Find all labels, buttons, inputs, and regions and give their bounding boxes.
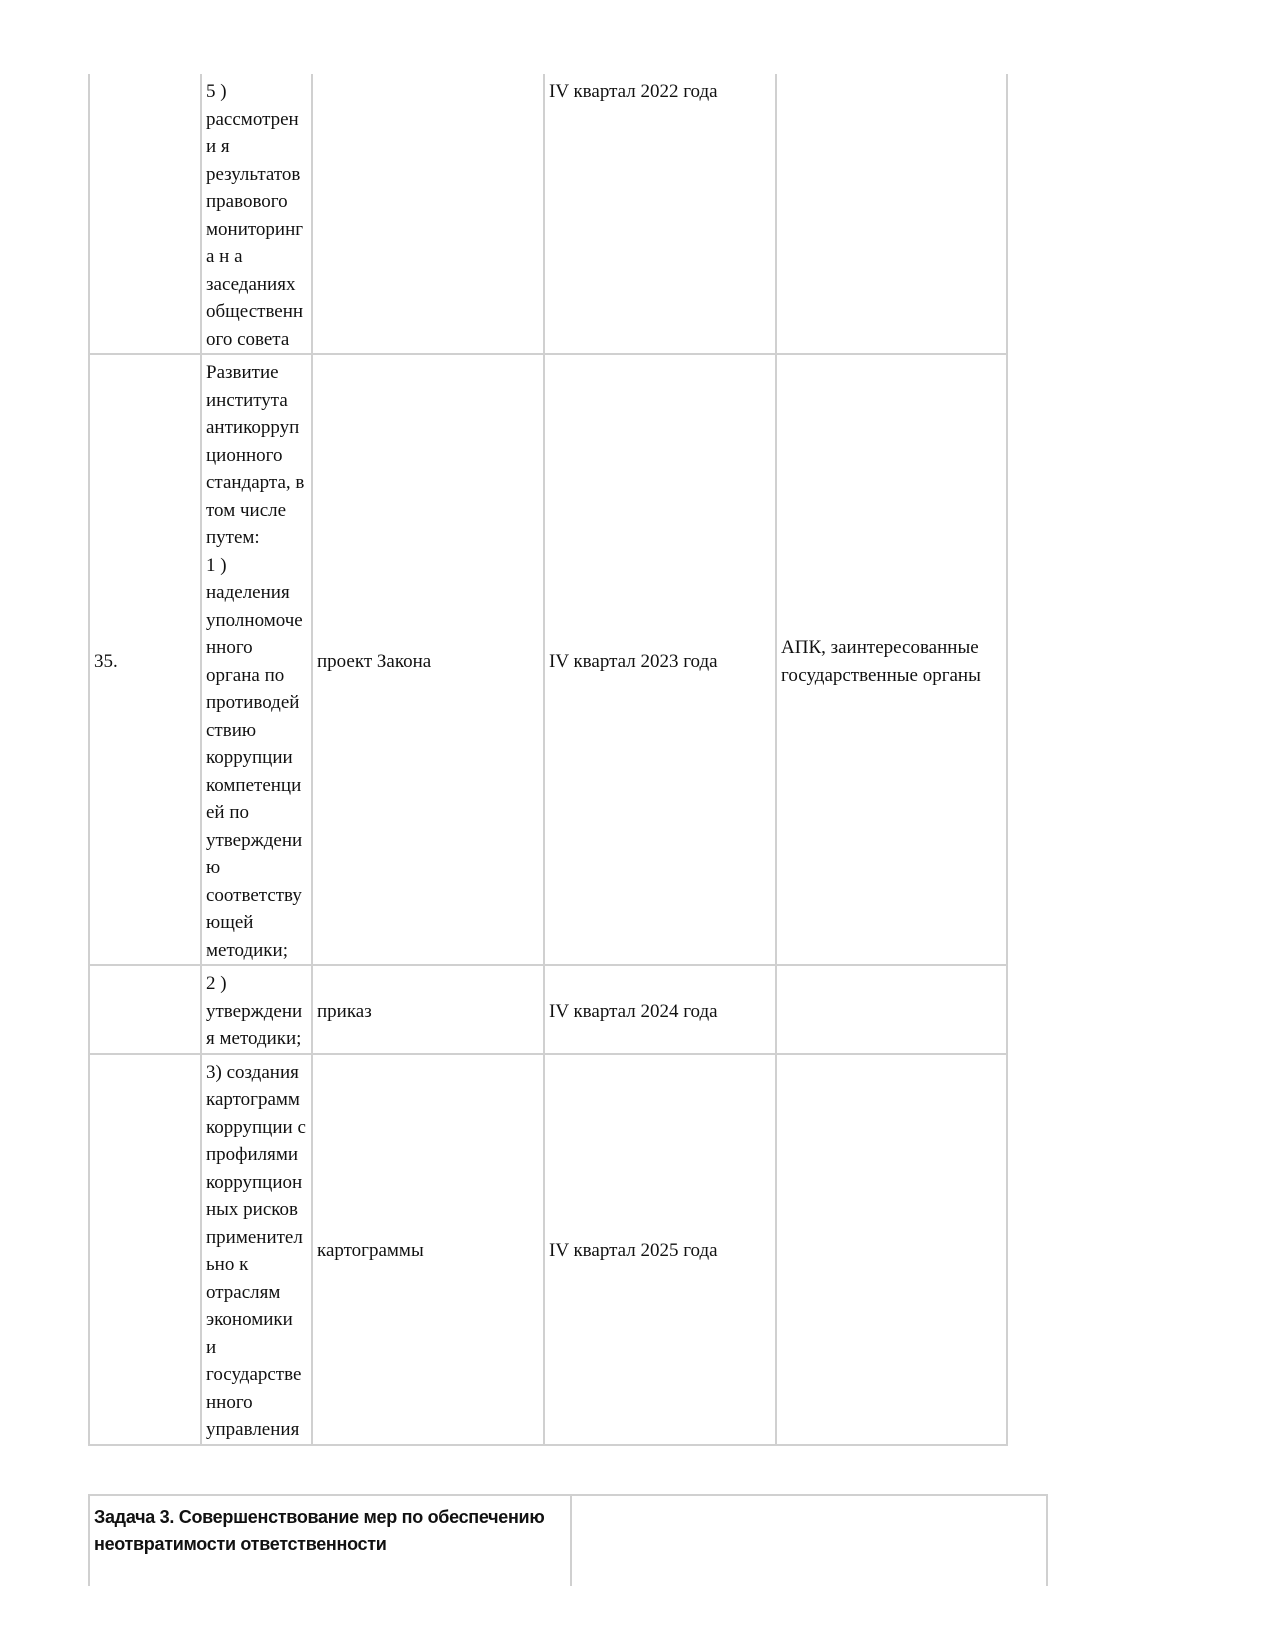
measure-line: наделения [206, 582, 290, 603]
measure-line: картограмм [206, 1089, 300, 1110]
measure-line: профилями [206, 1144, 299, 1165]
table-row [89, 965, 1007, 1054]
measure-line: заседаниях [206, 273, 296, 295]
task-title: Задача 3. Совершенствование мер по обеспечению неотвратимости ответственности [89, 1495, 571, 1586]
measure-line: ционного [206, 444, 283, 466]
deadline: IV квартал 2022 года [544, 74, 776, 354]
measure-text [201, 354, 312, 965]
deadline: IV квартал 2024 года [544, 965, 776, 1054]
task-table [88, 1494, 1048, 1586]
measure-line: ьно к [206, 1254, 249, 1275]
measure-line: 3) создания [206, 1061, 299, 1083]
task-row [89, 1495, 1047, 1586]
row-number [89, 74, 201, 354]
measure-line: общественн [206, 301, 304, 322]
measure-line: ющей [206, 912, 254, 933]
measure-line: ствию [206, 719, 257, 741]
measure-line: Развитие [206, 362, 279, 383]
measure-line: 2 ) [206, 973, 227, 994]
measure-line: ных рисков [206, 1199, 299, 1220]
table-row [89, 354, 1007, 965]
measure-line: отраслям [206, 1281, 281, 1303]
measure-line: органа по [206, 664, 285, 686]
measure-line: утверждени [206, 829, 303, 851]
table-row [89, 74, 1007, 354]
completion-form: приказ [312, 965, 544, 1054]
measure-line: правового [206, 191, 288, 212]
deadline: IV квартал 2025 года [544, 1054, 776, 1445]
completion-form: проект Закона [312, 354, 544, 965]
measure-text [201, 1054, 312, 1445]
measure-line: том числе [206, 499, 287, 521]
responsible [776, 1054, 1007, 1445]
measure-line: утверждени [206, 1000, 303, 1022]
measure-line: нного [206, 1391, 253, 1413]
measure-line: противодей [206, 692, 300, 713]
measure-line: рассмотрен [206, 108, 299, 130]
measure-line: института [206, 389, 288, 411]
deadline: IV квартал 2023 года [544, 354, 776, 965]
measures-table-body [89, 74, 1007, 1445]
completion-form [312, 74, 544, 354]
measure-line: мониторинг [206, 218, 304, 240]
row-number: 35. [89, 354, 201, 965]
task-empty-cell [571, 1495, 1047, 1586]
measure-line: 1 ) [206, 554, 227, 576]
measure-text [201, 965, 312, 1054]
measure-line: нного [206, 637, 253, 658]
measure-line: методики; [206, 939, 288, 961]
measure-line: уполномоче [206, 609, 303, 631]
measures-table [88, 74, 1008, 1446]
measure-line: экономики [206, 1309, 293, 1330]
responsible [776, 965, 1007, 1054]
row-number [89, 1054, 201, 1445]
measure-line: ей по [206, 802, 250, 823]
measure-line: ю [206, 857, 221, 878]
responsible [776, 74, 1007, 354]
measure-line: управления [206, 1419, 300, 1440]
measure-line: результатов [206, 163, 301, 185]
row-number [89, 965, 201, 1054]
measure-line: компетенци [206, 774, 302, 796]
measure-line: соответству [206, 884, 302, 906]
measure-line: антикорруп [206, 417, 300, 438]
measure-line: коррупции с [206, 1116, 306, 1138]
measure-line: ого совета [206, 328, 290, 350]
measure-line: применител [206, 1226, 303, 1248]
measure-line: и [206, 1336, 217, 1358]
measure-line: коррупции [206, 747, 293, 768]
measure-line: коррупцион [206, 1171, 303, 1193]
measure-line: государстве [206, 1364, 302, 1385]
responsible: АПК, заинтересованные государственные органы [776, 354, 1007, 965]
measure-line: 5 ) [206, 81, 227, 102]
measure-text [201, 74, 312, 354]
measure-line: стандарта, в [206, 472, 305, 493]
table-row [89, 1054, 1007, 1445]
measure-line: я методики; [206, 1028, 302, 1049]
measure-line: и я [206, 136, 230, 157]
completion-form: картограммы [312, 1054, 544, 1445]
measure-line: путем: [206, 527, 260, 548]
measure-line: а н а [206, 246, 243, 267]
